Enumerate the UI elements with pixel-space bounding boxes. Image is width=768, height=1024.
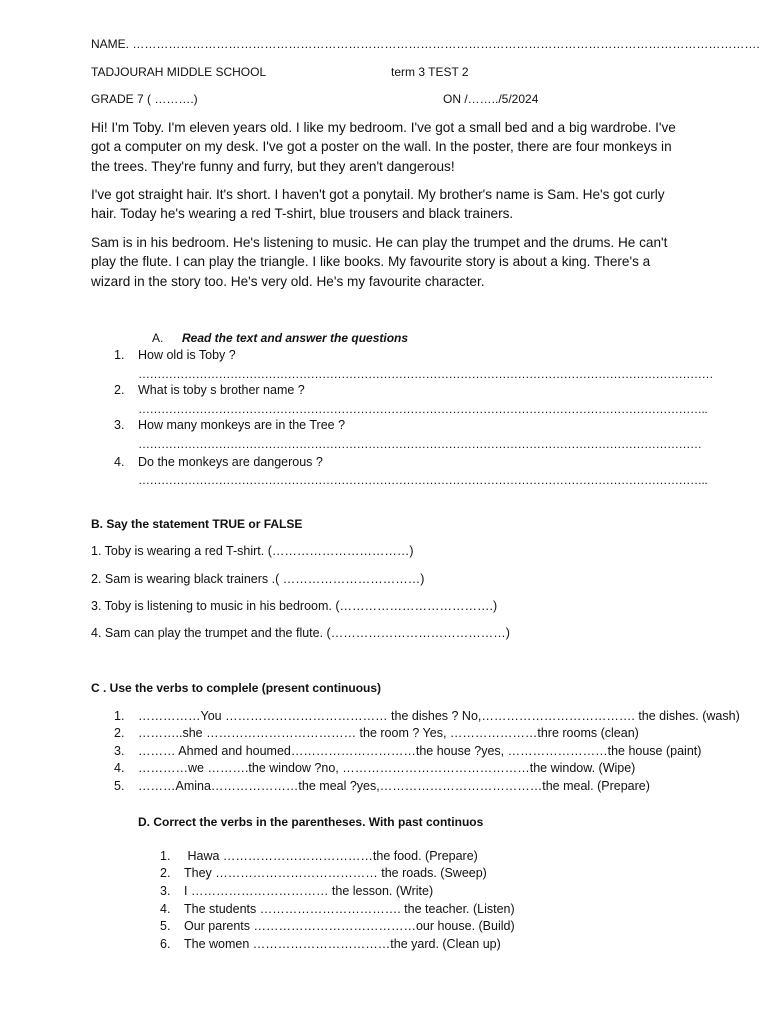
item-number: 5. bbox=[160, 919, 171, 933]
question-4 bbox=[114, 455, 323, 469]
answer-line-2[interactable]: ………………………………………………………………………………………………………………………………….. bbox=[138, 402, 708, 416]
verb-exercise-2[interactable] bbox=[114, 726, 639, 740]
section-c-title: C . Use the verbs to complele (present continuous) bbox=[91, 681, 382, 695]
verb-exercise-4[interactable] bbox=[114, 761, 635, 775]
reading-paragraph-2: I've got straight hair. It's short. I haven't got a ponytail. My brother's name is Sam. He's got curly hair. Today he's wearing a red T-shirt, blue trousers and black trainers. bbox=[91, 187, 665, 222]
section-b-title: B. Say the statement TRUE or FALSE bbox=[91, 517, 303, 531]
item-text: Hawa ………………………………the food. (Prepare) bbox=[184, 849, 478, 863]
answer-line-3[interactable]: ………………………………………………………………………………………………………………………………… bbox=[138, 437, 702, 451]
question-number: 3. bbox=[114, 418, 125, 432]
reading-paragraph-3: Sam is in his bedroom. He's listening to music. He can play the trumpet and the drums. He can't play the flute. I can play the triangle. I like books. My favourite story is about a king. There's a wizard in the story too. He's very old. He's my favourite character. bbox=[91, 235, 668, 289]
item-number: 5. bbox=[114, 779, 125, 793]
item-number: 3. bbox=[160, 884, 171, 898]
item-text: ……………You ………………………………… the dishes ? No,………………………………. the dishes. (wash) bbox=[138, 709, 740, 723]
item-number: 1. bbox=[114, 709, 125, 723]
section-d-title: D. Correct the verbs in the parentheses. With past continuos bbox=[138, 815, 484, 829]
past-cont-exercise-6[interactable] bbox=[160, 937, 501, 951]
item-text: Our parents …………………………………our house. (Build) bbox=[184, 919, 515, 933]
item-text: I …………………………… the lesson. (Write) bbox=[184, 884, 434, 898]
question-number: 2. bbox=[114, 383, 125, 397]
question-text: What is toby s brother name ? bbox=[138, 383, 305, 397]
answer-line-1[interactable]: …………………………………………………………………………………………………………………………………… bbox=[138, 367, 713, 381]
past-cont-exercise-3[interactable] bbox=[160, 884, 433, 898]
tf-statement-3[interactable]: 3. Toby is listening to music in his bedroom. (……………………………….) bbox=[91, 599, 498, 613]
section-a-title: Read the text and answer the questions bbox=[182, 331, 409, 345]
past-cont-exercise-2[interactable] bbox=[160, 866, 487, 880]
item-number: 2. bbox=[160, 866, 171, 880]
tf-statement-4[interactable]: 4. Sam can play the trumpet and the flute. (……………………………………) bbox=[91, 626, 510, 640]
answer-line-4[interactable]: ………………………………………………………………………………………………………………………………….. bbox=[138, 473, 708, 487]
past-cont-exercise-1[interactable] bbox=[160, 849, 478, 863]
question-2 bbox=[114, 383, 305, 397]
term-label: term 3 TEST 2 bbox=[391, 65, 469, 79]
item-number: 3. bbox=[114, 744, 125, 758]
past-cont-exercise-5[interactable] bbox=[160, 919, 515, 933]
question-number: 1. bbox=[114, 348, 125, 362]
item-number: 4. bbox=[114, 761, 125, 775]
date-label: ON /……../5/2024 bbox=[443, 92, 539, 106]
verb-exercise-5[interactable] bbox=[114, 779, 650, 793]
name-line: NAME. …………………………………………………………………………………………………………………………………………. bbox=[91, 37, 760, 51]
question-number: 4. bbox=[114, 455, 125, 469]
question-1 bbox=[114, 348, 236, 362]
question-text: How many monkeys are in the Tree ? bbox=[138, 418, 346, 432]
reading-paragraph-1: Hi! I'm Toby. I'm eleven years old. I like my bedroom. I've got a small bed and a big wardrobe. I've got a computer on my desk. I've got a poster on the wall. In the poster, there are four monkeys in the trees. They're funny and furry, but they aren't dangerous! bbox=[91, 120, 676, 174]
section-a-letter: A. bbox=[152, 331, 164, 345]
past-cont-exercise-4[interactable] bbox=[160, 902, 515, 916]
question-3 bbox=[114, 418, 345, 432]
item-text: The students ……………………………. the teacher. (Listen) bbox=[184, 902, 515, 916]
item-text: ……… Ahmed and houmed…………………………the house ?yes, ……………………the house (paint) bbox=[138, 744, 702, 758]
tf-statement-2[interactable]: 2. Sam is wearing black trainers .( ……………………………) bbox=[91, 572, 425, 586]
item-number: 2. bbox=[114, 726, 125, 740]
item-number: 6. bbox=[160, 937, 171, 951]
item-text: They ………………………………… the roads. (Sweep) bbox=[184, 866, 487, 880]
tf-statement-1[interactable]: 1. Toby is wearing a red T-shirt. (……………………………) bbox=[91, 544, 414, 558]
grade-label: GRADE 7 ( ……….) bbox=[91, 92, 198, 106]
item-text: The women ……………………………the yard. (Clean up) bbox=[184, 937, 501, 951]
item-text: ………..she ……………………………… the room ? Yes, …………………thre rooms (clean) bbox=[138, 726, 639, 740]
item-text: …………we ……….the window ?no, ………………………………………the window. (Wipe) bbox=[138, 761, 636, 775]
verb-exercise-3[interactable] bbox=[114, 744, 701, 758]
item-text: ………Amina…………………the meal ?yes,…………………………………the meal. (Prepare) bbox=[138, 779, 650, 793]
item-number: 1. bbox=[160, 849, 171, 863]
school-name: TADJOURAH MIDDLE SCHOOL bbox=[91, 65, 267, 79]
question-text: Do the monkeys are dangerous ? bbox=[138, 455, 323, 469]
item-number: 4. bbox=[160, 902, 171, 916]
verb-exercise-1[interactable] bbox=[114, 709, 740, 723]
question-text: How old is Toby ? bbox=[138, 348, 236, 362]
